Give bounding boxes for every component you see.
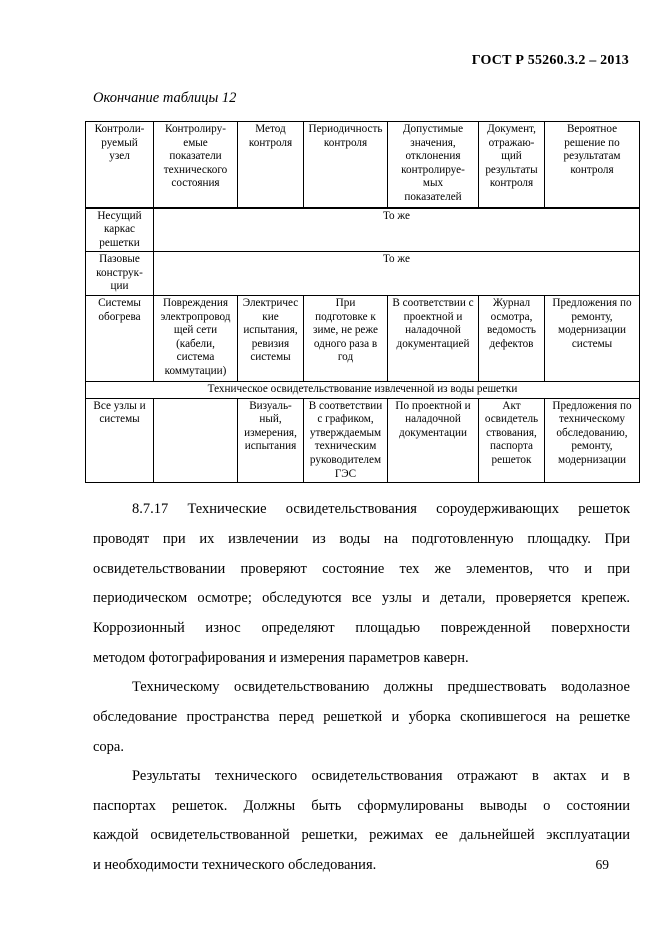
- row-method-cell: Визуаль- ный, измерения, испытания: [238, 398, 304, 483]
- row-periodicity-cell: В соответствии с графиком, утверждаемым техническим руководителем ГЭС: [304, 398, 388, 483]
- paragraph-line: методом фотографирования и измерения параметров каверн.: [93, 650, 469, 666]
- table-row: [86, 252, 640, 296]
- header-cell-indicators: Контролиру- емые показатели технического состояния: [154, 122, 238, 208]
- header-cell-document: Документ, отражаю- щий результаты контроля: [479, 122, 545, 208]
- paragraph-line: и необходимости технического обследования.: [93, 857, 377, 873]
- paragraph-line: освидетельствовании проверяют состояние тех же элементов, что и при: [93, 561, 630, 577]
- row-allowed-cell: В соответствии с проектной и наладочной документацией: [388, 296, 479, 382]
- paragraph-line: Результаты технического освидетельствования отражают в актах и в: [132, 768, 630, 784]
- row-decision-cell: Предложения по ремонту, модернизации системы: [545, 296, 640, 382]
- header-cell-allowed-values: Допустимые значения, отклонения контролируе- мых показателей: [388, 122, 479, 208]
- paragraph-line: периодическом осмотре; обследуются все узлы и детали, проверяется крепеж.: [93, 590, 630, 606]
- table-row: [86, 208, 640, 252]
- paragraph-line: проводят при их извлечении из воды на подготовленную площадку. При: [93, 531, 630, 547]
- section-title-cell: Техническое освидетельствование извлеченной из воды решетки: [86, 382, 640, 399]
- row-document-cell: Журнал осмотра, ведомость дефектов: [479, 296, 545, 382]
- header-cell-periodicity: Периодичность контроля: [304, 122, 388, 208]
- row-node-cell: Несущий каркас решетки: [86, 208, 154, 252]
- gost-header: ГОСТ Р 55260.3.2 – 2013: [471, 53, 629, 68]
- paragraph-line: обследование пространства перед решеткой и уборка скопившегося на решетке: [93, 709, 630, 725]
- row-method-cell: Электричес кие испытания, ревизия системы: [238, 296, 304, 382]
- row-node-cell: Все узлы и системы: [86, 398, 154, 483]
- row-document-cell: Акт освидетель ствования, паспорта решеток: [479, 398, 545, 483]
- paragraph-line: сора.: [93, 739, 124, 755]
- row-node-cell: Пазовые конструк- ции: [86, 252, 154, 296]
- merged-same-cell: То же: [154, 252, 640, 296]
- paragraph-line: 8.7.17 Технические освидетельствования сороудерживающих решеток: [132, 501, 630, 517]
- row-allowed-cell: По проектной и наладочной документации: [388, 398, 479, 483]
- row-indicators-cell: Повреждения электропровод щей сети (кабели, система коммутации): [154, 296, 238, 382]
- row-indicators-cell: [154, 398, 238, 483]
- table-header-row: [86, 122, 640, 208]
- paragraph-line: паспортах решеток. Должны быть сформулированы выводы о состоянии: [93, 798, 630, 814]
- header-cell-node: Контроли- руемый узел: [86, 122, 154, 208]
- row-decision-cell: Предложения по техническому обследованию, ремонту, модернизации: [545, 398, 640, 483]
- paragraph-line: Техническому освидетельствованию должны предшествовать водолазное: [132, 679, 630, 695]
- table-row: [86, 398, 640, 483]
- header-cell-method: Метод контроля: [238, 122, 304, 208]
- section-title-row: [86, 382, 640, 399]
- control-table: [85, 121, 640, 483]
- row-periodicity-cell: При подготовке к зиме, не реже одного раза в год: [304, 296, 388, 382]
- table-caption: Окончание таблицы 12: [93, 90, 237, 106]
- header-cell-decision: Вероятное решение по результатам контроля: [545, 122, 640, 208]
- row-node-cell: Системы обогрева: [86, 296, 154, 382]
- paragraph-line: Коррозионный износ определяют площадью поврежденной поверхности: [93, 620, 630, 636]
- paragraph-line: каждой освидетельствованной решетки, режимах ее дальнейшей эксплуатации: [93, 827, 630, 843]
- merged-same-cell: То же: [154, 208, 640, 252]
- table-row: [86, 296, 640, 382]
- page-number: 69: [595, 857, 609, 872]
